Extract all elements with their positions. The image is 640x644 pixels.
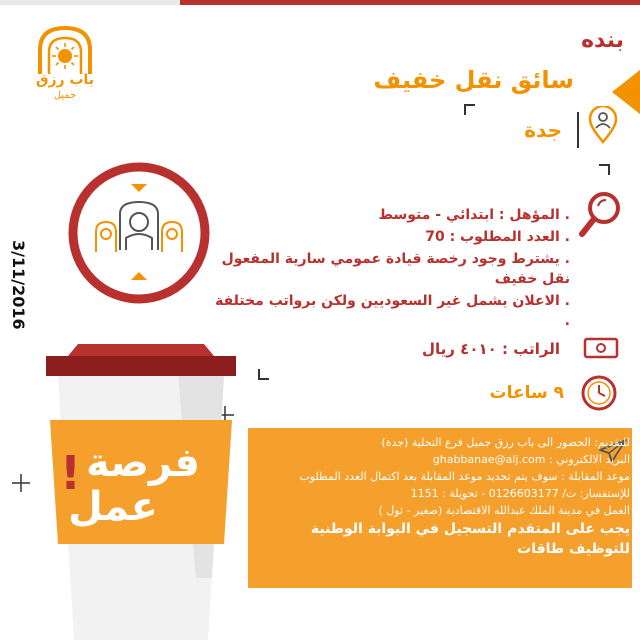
detail-nationality: . الاعلان يشمل غير السعوديين ولكن برواتب مختلفة .: [215, 293, 570, 329]
corner-mark: [258, 368, 270, 380]
top-bar-gray: [0, 0, 180, 5]
logo-text: باب رزق: [35, 72, 95, 88]
logo: [22, 22, 108, 102]
job-city: جدة: [524, 118, 562, 142]
post-date: 3/11/2016: [9, 240, 28, 330]
money-icon: [583, 336, 619, 360]
city-divider: [577, 112, 579, 148]
detail-count: . العدد المطلوب : 70: [425, 229, 570, 245]
apply-work-location: العمل في مدينة الملك عبدالله الاقتصادية (صغير - ثول ): [378, 504, 630, 517]
opportunity-line2: عمل: [68, 484, 158, 530]
corner-mark: [464, 104, 476, 116]
opportunity-line1: فرصة: [86, 440, 200, 486]
opportunity-mark: !: [60, 446, 81, 500]
detail-qualification: . المؤهل : ابتدائي - متوسط: [378, 207, 570, 223]
header-word: بنده: [581, 28, 624, 53]
job-salary: الراتب : ٤٠١٠ ريال: [422, 340, 560, 358]
corner-mark: [598, 164, 610, 176]
job-details: [210, 205, 570, 333]
apply-phone: للإستفسار: ت/ 0126603177 - تحويلة : 1151: [410, 487, 630, 500]
opportunity-label: [50, 440, 200, 560]
apply-registration-note: يجب على المتقدم التسجيل في البوابة الوطنية للتوظيف طاقات: [310, 521, 630, 557]
magnifier-icon: [578, 190, 622, 240]
apply-interview: موعد المقابلة : سوف يتم تحديد موعد المقابلة بعد اكتمال العدد المطلوب: [299, 470, 630, 483]
job-hours: ٩ ساعات: [489, 383, 564, 403]
job-title: سائق نقل خفيف: [373, 66, 574, 94]
apply-location: للتقديم: الحضور الى باب رزق جميل فرع التحلية (جدة): [381, 436, 630, 449]
apply-info: [270, 434, 630, 559]
clock-icon: [580, 374, 618, 412]
apply-email: البريد الالكتروني : ghabbanae@alj.com: [432, 453, 630, 466]
location-pin-icon: [588, 106, 618, 144]
people-icon: [68, 162, 210, 304]
top-bar-red: [180, 0, 640, 5]
logo-subtext: جميل: [53, 90, 77, 101]
detail-license: . يشترط وجود رخصة قيادة عمومي سارية المفعول نقل خفيف: [221, 251, 570, 287]
